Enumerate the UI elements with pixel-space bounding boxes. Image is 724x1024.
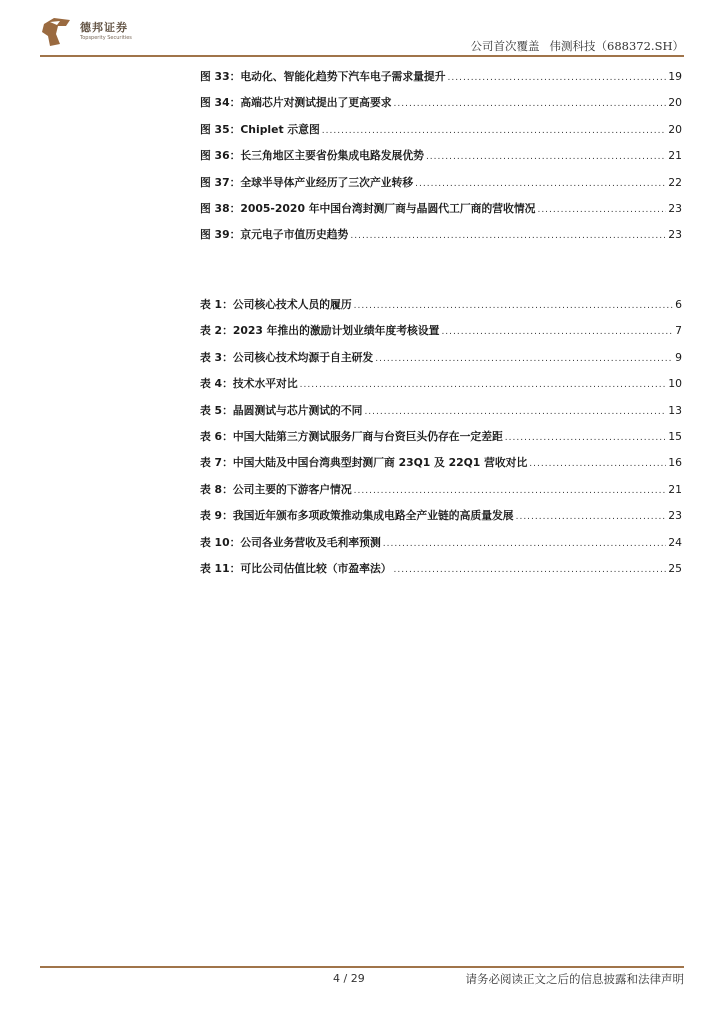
dot-leader	[354, 478, 667, 504]
entry-title: 表 11：可比公司估值比较（市盈率法）	[200, 561, 392, 575]
entry-page: 9	[675, 350, 682, 364]
dot-leader	[529, 451, 666, 477]
entry-title: 表 7：中国大陆及中国台湾典型封测厂商 23Q1 及 22Q1 营收对比	[200, 456, 528, 470]
figure-list	[200, 64, 682, 249]
entry-page: 15	[668, 429, 682, 443]
toc-entry-table[interactable]	[200, 477, 682, 503]
dot-leader	[448, 65, 667, 91]
entry-page: 10	[668, 377, 682, 391]
dot-leader	[516, 504, 667, 530]
entry-page: 23	[668, 201, 682, 215]
toc-entry-figure[interactable]	[200, 64, 682, 90]
entry-page: 22	[668, 175, 682, 189]
entry-title: 表 10：公司各业务营收及毛利率预测	[200, 535, 381, 549]
header-divider	[40, 55, 684, 57]
entry-title: 图 35：Chiplet 示意图	[200, 122, 320, 136]
entry-page: 7	[675, 324, 682, 338]
dot-leader	[322, 118, 666, 144]
toc-entry-figure[interactable]	[200, 117, 682, 143]
entry-title: 表 6：中国大陆第三方测试服务厂商与台资巨头仍存在一定差距	[200, 429, 503, 443]
entry-page: 19	[668, 70, 682, 83]
toc-entry-figure[interactable]	[200, 143, 682, 169]
brand-logo	[40, 14, 180, 50]
entry-title: 表 3：公司核心技术均源于自主研发	[200, 350, 374, 364]
dot-leader	[426, 144, 666, 170]
entry-title: 图 33：电动化、智能化趋势下汽车电子需求量提升	[200, 70, 446, 83]
page-header	[0, 0, 724, 60]
toc-entry-table[interactable]	[200, 318, 682, 344]
entry-page: 23	[668, 509, 682, 523]
entry-page: 25	[668, 561, 682, 575]
brand-name-cn: 德邦证券	[80, 21, 128, 34]
page-number: 4 / 29	[333, 972, 365, 985]
entry-page: 20	[668, 96, 682, 110]
toc-entry-table[interactable]	[200, 424, 682, 450]
toc-entry-figure[interactable]	[200, 170, 682, 196]
entry-title: 表 1：公司核心技术人员的履历	[200, 298, 352, 311]
entry-page: 21	[668, 482, 682, 496]
entry-title: 表 8：公司主要的下游客户情况	[200, 482, 352, 496]
entry-title: 图 36：长三角地区主要省份集成电路发展优势	[200, 149, 424, 163]
toc-entry-table[interactable]	[200, 530, 682, 556]
dot-leader	[364, 399, 666, 425]
toc-entry-table[interactable]	[200, 371, 682, 397]
entry-page: 20	[668, 122, 682, 136]
entry-title: 图 38：2005-2020 年中国台湾封测厂商与晶圆代工厂商的营收情况	[200, 201, 536, 215]
toc-entry-figure[interactable]	[200, 90, 682, 116]
toc-entry-figure[interactable]	[200, 222, 682, 248]
entry-page: 13	[668, 403, 682, 417]
toc-entry-table[interactable]	[200, 450, 682, 476]
entry-title: 图 37：全球半导体产业经历了三次产业转移	[200, 175, 414, 189]
brand-name-en: Topsperity Securities	[80, 35, 132, 41]
toc-entry-table[interactable]	[200, 345, 682, 371]
dot-leader	[505, 425, 666, 451]
entry-title: 图 39：京元电子市值历史趋势	[200, 228, 349, 242]
dot-leader	[375, 346, 673, 372]
toc-entry-figure[interactable]	[200, 196, 682, 222]
entry-title: 图 34：高端芯片对测试提出了更高要求	[200, 96, 392, 110]
entry-page: 21	[668, 149, 682, 163]
toc-entry-table[interactable]	[200, 398, 682, 424]
toc-entry-table[interactable]	[200, 503, 682, 529]
brand-logo-icon	[40, 14, 76, 50]
dot-leader	[300, 372, 667, 398]
entry-title: 表 9：我国近年颁布多项政策推动集成电路全产业链的高质量发展	[200, 509, 514, 523]
toc-entry-table[interactable]	[200, 292, 682, 318]
entry-title: 表 5：晶圆测试与芯片测试的不同	[200, 403, 363, 417]
dot-leader	[415, 171, 666, 197]
dot-leader	[394, 91, 667, 117]
entry-page: 16	[668, 456, 682, 470]
dot-leader	[441, 319, 673, 345]
dot-leader	[350, 223, 666, 249]
report-info	[471, 38, 684, 54]
disclaimer-note: 请务必阅读正文之后的信息披露和法律声明	[465, 972, 684, 986]
entry-page: 6	[675, 298, 682, 311]
entry-page: 24	[668, 535, 682, 549]
dot-leader	[394, 557, 667, 583]
company-name: 伟测科技（688372.SH）	[549, 39, 684, 53]
entry-title: 表 2：2023 年推出的激励计划业绩年度考核设置	[200, 324, 440, 338]
dot-leader	[383, 531, 667, 557]
dot-leader	[354, 293, 673, 319]
dot-leader	[537, 197, 666, 223]
table-list	[200, 292, 682, 582]
footer-divider	[40, 966, 684, 968]
toc-entry-table[interactable]	[200, 556, 682, 582]
entry-title: 表 4：技术水平对比	[200, 377, 298, 391]
entry-page: 23	[668, 228, 682, 242]
report-type: 公司首次覆盖	[470, 39, 540, 53]
